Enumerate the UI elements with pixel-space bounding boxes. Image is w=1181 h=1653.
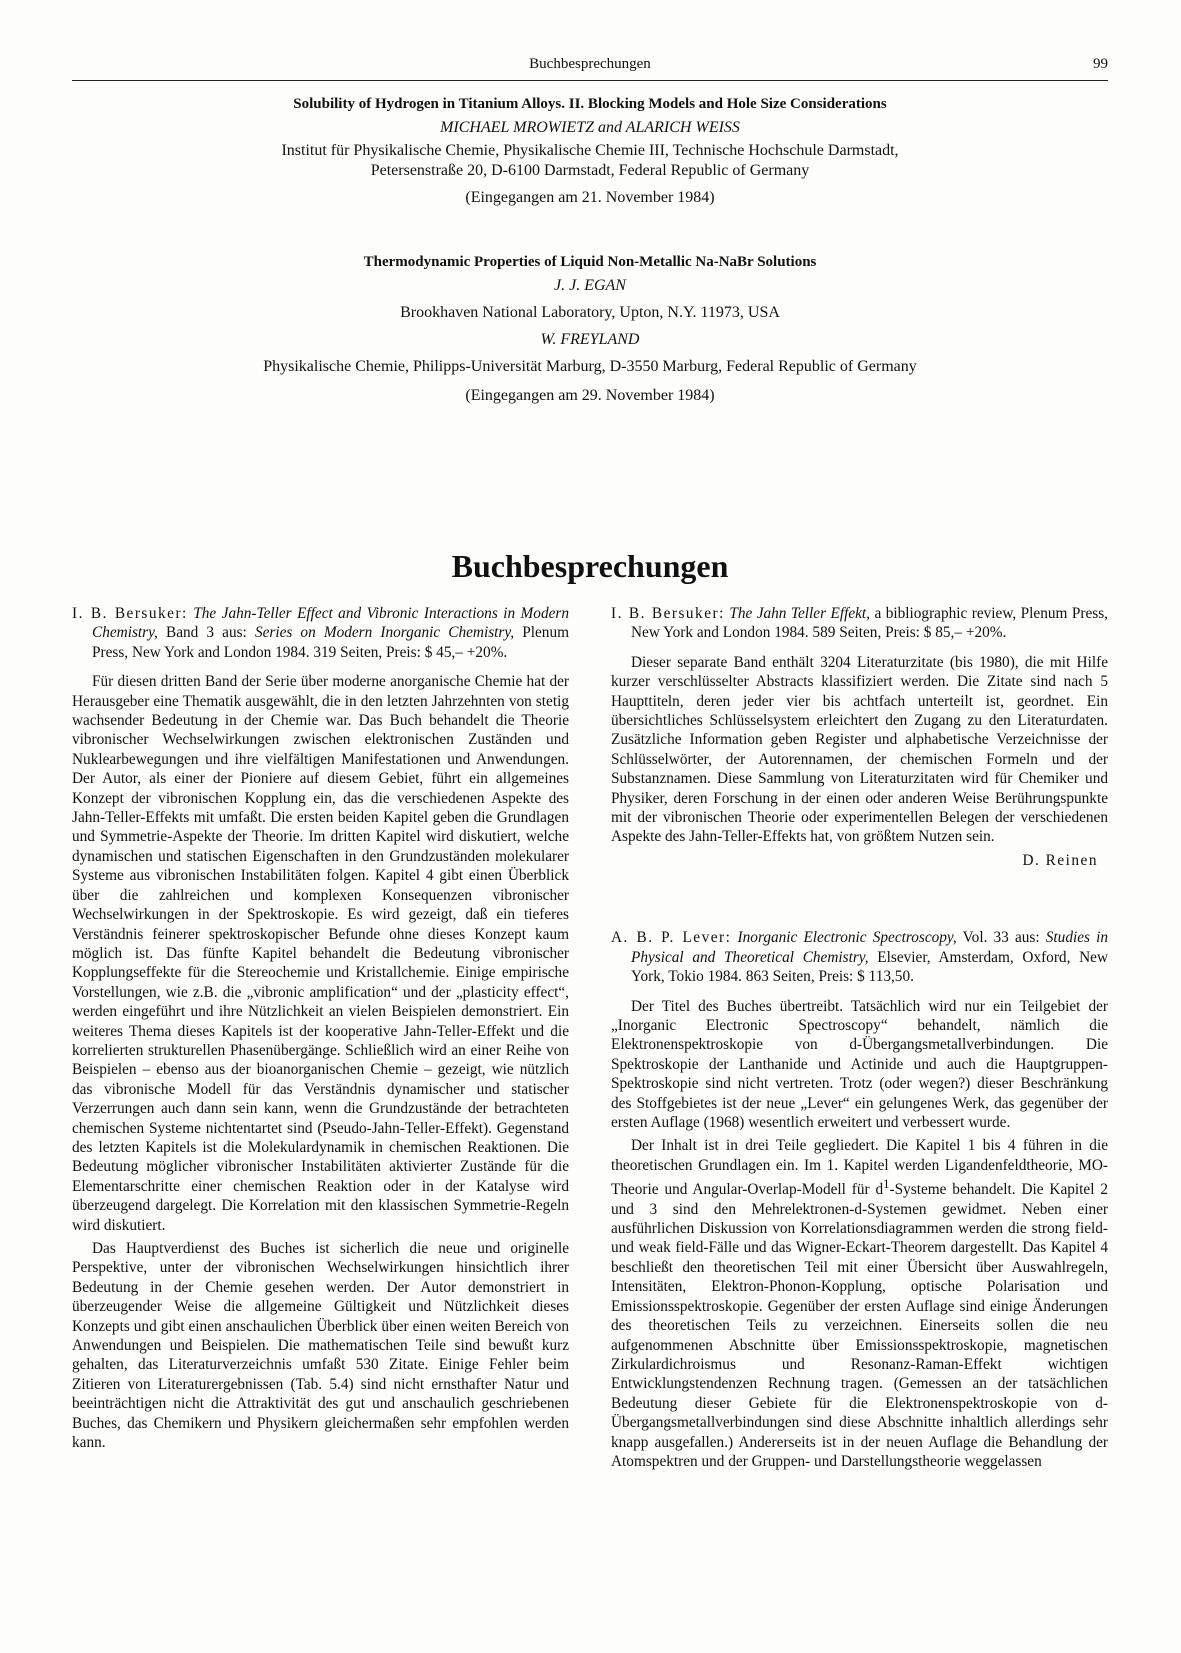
article-1 <box>72 96 1108 207</box>
ref-author: I. B. Bersuker: <box>72 605 188 622</box>
ref-author: A. B. P. Lever: <box>611 929 732 947</box>
review-paragraph: Für diesen dritten Band der Serie über moderne anorganische Chemie hat der Herausgeber eine Thematik ausgewählt, die in den letzten Jahrzehnten von stetig wachsender Bedeutung in der Chemie war. Das Buch behandelt die Theorie vibronischer Wechselwirkungen zwischen elektronischen Zuständen und Nuklearbewegungen und ihre vielfältigen Manifestationen und Anwendungen. Der Autor, als einer der Pioniere auf diesem Gebiet, führt ein allgemeines Konzept der vibronischen Kopplung ein, das die verschiedenen Aspekte des Jahn-Teller-Effekts mit umfaßt. Die ersten beiden Kapitel geben die Grundlagen und Symmetrie-Aspekte der Theorie. Im dritten Kapitel wird diskutiert, welche dynamischen und statischen Eigenschaften in den Grundzuständen molekularer Systeme aus vibronischen Instabilitäten folgen. Kapitel 4 gibt einen Überblick über die zahlreichen und komplexen Konsequenzen vibronischer Wechselwirkungen in der Spektroskopie. Es wird gezeigt, daß ein tieferes Verständnis feinerer spektroskopischer Befunde ohne dieses Konzept kaum möglich ist. Das fünfte Kapitel behandelt die Bedeutung vibronischer Kopplungseffekte für die Stereochemie und Kristallchemie. Einige empirische Vorstellungen, wie z.B. die „vibronic amplification“ und der „plasticity effect“, werden eingeführt und ihre Nützlichkeit an vielen Beispielen demonstriert. Ein weiteres Thema dieses Kapitels ist der kooperative Jahn-Teller-Effekt und die korrelierten strukturellen Phasenübergänge. Schließlich wird an einer Reihe von Beispielen – ebenso aus der bioanorganischen Chemie – gezeigt, wie nützlich das vibronische Modell für das Verständnis dynamischer und statischer Verzerrungen auch dann sein kann, wenn die Grundzustände der betrachteten chemischen Systeme nichtentartet sind (Pseudo-Jahn-Teller-Effekt). Gegenstand des letzten Kapitels ist die Molekulardynamik in chemischen Reaktionen. Die Bedeutung möglicher vibronischer Instabilitäten aktivierter Zustände für die Elementarschritte einer chemischen Reaktion oder in der Katalyse wird überzeugend dargelegt. Die Korrelation mit den klassischen Symmetrie-Regeln wird diskutiert. <box>72 673 569 1234</box>
ref-title: Inorganic Electronic Spectroscopy, <box>737 929 957 947</box>
article-1-authors: MICHAEL MROWIETZ and ALARICH WEISS <box>440 119 740 136</box>
ref-title: The Jahn Teller Effekt, <box>729 605 871 622</box>
article-2-title: Thermodynamic Properties of Liquid Non-Metallic Na-NaBr Solutions <box>363 254 817 270</box>
ref-publisher: a bibliographic review, Plenum Press, New York and London 1984. 589 Seiten, Preis: $ 85,– +20%. <box>631 605 1108 642</box>
section-heading: Buchbesprechungen <box>451 548 729 584</box>
article-2-affiliation-2: Physikalische Chemie, Philipps-Universität Marburg, D-3550 Marburg, Federal Republic of Germany <box>263 358 917 375</box>
page-number: 99 <box>1093 56 1108 72</box>
article-1-affiliation-line-2: Petersenstraße 20, D-6100 Darmstadt, Federal Republic of Germany <box>370 162 810 179</box>
article-1-affiliation <box>72 141 1108 181</box>
article-2-author-1: J. J. EGAN <box>554 277 626 294</box>
left-column <box>72 604 569 1456</box>
article-1-received: (Eingegangen am 21. November 1984) <box>465 189 715 206</box>
book-reference-bersuker-2 <box>611 604 1108 643</box>
review-paragraph <box>611 1136 1108 1471</box>
reviewer-signature: D. Reinen <box>1022 851 1098 869</box>
article-2-author-2: W. FREYLAND <box>540 331 640 348</box>
ref-publisher: Plenum Press, New York and London 1984. 319 Seiten, Preis: $ 45,– +20%. <box>92 624 570 661</box>
book-reference-lever <box>611 928 1108 986</box>
article-2 <box>72 254 1108 405</box>
ref-series: Series on Modern Inorganic Chemistry, <box>254 624 515 642</box>
article-2-received: (Eingegangen am 29. November 1984) <box>465 387 715 404</box>
superscript: 1 <box>883 1177 890 1192</box>
journal-page <box>72 0 1108 1653</box>
ref-mid: Vol. 33 aus: <box>962 929 1040 947</box>
paragraph-text: -Systeme behandelt. Die Kapitel 2 und 3 sind den Mehrelektronen-d-Systemen gewidmet. Neben einer ausführlichen Diskussion von Korrelationsdiagrammen werden die strong field- und weak field-Fälle und das Wigner-Eckart-Theorem dargestellt. Das Kapitel 4 beschließt den theoretischen Teil mit einer Übersicht über Auswahlregeln, Intensitäten, Elektron-Phonon-Kopplung, optische Polarisation und Emissionsspektroskopie. Gegenüber der ersten Auflage sind einige Änderungen des theoretischen Teils zu verzeichnen. Einerseits sollen die neu aufgenommenen Abschnitte über Emissionsspektroskopie, magnetischen Zirkulardichroismus und Resonanz-Raman-Effekt wichtigen Entwicklungstendenzen Rechnung tragen. (Gemessen an der tatsächlichen Bedeutung dieser Gebiete für die Elektronenspektroskopie von d-Übergangsmetallverbindungen sind diese Abschnitte inhaltlich allerdings sehr knapp ausgefallen.) Andererseits ist in der neuen Auflage die Behandlung der Atomspektren und der Gruppen- und Darstellungstheorie weggelassen <box>611 1181 1108 1470</box>
running-head <box>72 56 1108 81</box>
review-paragraph: Das Hauptverdienst des Buches ist sicherlich die neue und originelle Perspektive, unter der vibronischen Wechselwirkungen hinsichtlich ihrer Bedeutung in der Chemie gesehen werden. Der Autor demonstriert in überzeugender Weise die allgemeine Gültigkeit und Nützlichkeit dieses Konzepts und gibt einen anschaulichen Überblick über einen weiten Bereich von Anwendungen und Beispielen. Die mathematischen Teile sind bewußt kurz gehalten, das Literaturverzeichnis umfaßt 530 Zitate. Einige Fehler beim Zitieren von Literaturergebnissen (Tab. 5.4) sind nicht ernsthafter Natur und beeinträchtigen nicht die Attraktivität des gut und anschaulich geschriebenen Buches, das Chemikern und Physikern gleichermaßen sehr empfohlen werden kann. <box>72 1240 569 1452</box>
ref-series: Studies in Physical and Theoretical Chemistry, <box>631 929 1109 966</box>
ref-publisher: Elsevier, Amsterdam, Oxford, New York, Tokio 1984. 863 Seiten, Preis: $ 113,50. <box>631 948 1108 986</box>
paragraph-text: Der Inhalt ist in drei Teile gegliedert. Die Kapitel 1 bis 4 führen in die theoretischen Grundlagen ein. Im 1. Kapitel werden Ligandenfeldtheorie, MO-Theorie und Angular-Overlap-Modell für d <box>611 1137 1108 1199</box>
article-1-title: Solubility of Hydrogen in Titanium Alloys. II. Blocking Models and Hole Size Considerations <box>293 96 887 112</box>
right-column <box>611 604 1108 1475</box>
review-paragraph: Dieser separate Band enthält 3204 Literaturzitate (bis 1980), die mit Hilfe kurzer verschlüsselter Abstracts klassifiziert werden. Die Zitate sind nach 5 Haupttiteln, deren jeder vier bis achtfach unterteilt ist, geordnet. Ein übersichtliches Schlüsselsystem erleichtert den Zugang zu den Literaturdaten. Zusätzliche Information geben Register und alphabetische Verzeichnisse der Schlüsselwörter, der Autorennamen, der chemischen Formeln und der Substanznamen. Diese Sammlung von Literaturzitaten wird für Chemiker und Physiker, deren Forschung in der einen oder anderen Weise Berührungspunkte mit der vibronischen Theorie oder experimentellen Belegen der verschiedenen Aspekte des Jahn-Teller-Effekts hat, von größtem Nutzen sein. <box>611 653 1108 846</box>
ref-title: The Jahn-Teller Effect and Vibronic Interactions in Modern Chemistry, <box>92 605 569 642</box>
ref-mid: Band 3 aus: <box>166 624 247 642</box>
book-reference-bersuker-1 <box>72 604 569 662</box>
ref-author: I. B. Bersuker: <box>611 605 725 622</box>
article-1-affiliation-line-1: Institut für Physikalische Chemie, Physikalische Chemie III, Technische Hochschule Darmstadt, <box>281 142 899 159</box>
running-head-title: Buchbesprechungen <box>529 56 651 72</box>
review-paragraph: Der Titel des Buches übertreibt. Tatsächlich wird nur ein Teilgebiet der „Inorganic Electronic Spectroscopy“ behandelt, nämlich die Elektronenspektroskopie von d-Übergangsmetallverbindungen. Die Spektroskopie der Lanthanide und Actinide und auch die Hauptgruppen-Spektroskopie sind nicht vertreten. Trotz (oder wegen?) dieser Beschränkung des Stoffgebietes ist der neue „Lever“ ein gelungenes Werk, das gegenüber der ersten Auflage (1968) wesentlich erweitert und verbessert wurde. <box>611 997 1108 1131</box>
article-2-affiliation-1: Brookhaven National Laboratory, Upton, N.Y. 11973, USA <box>400 304 780 321</box>
